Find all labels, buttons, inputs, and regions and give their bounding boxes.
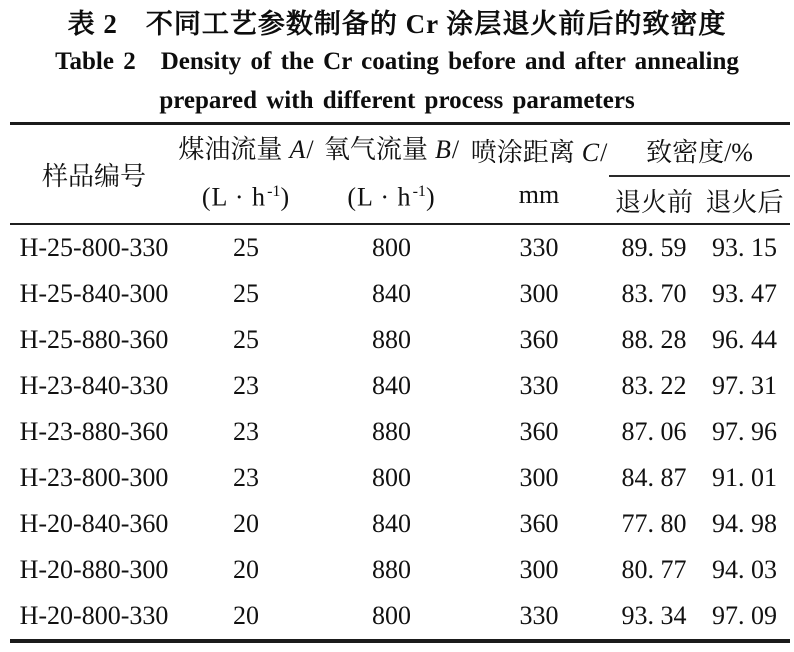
cell-distance: 360 <box>519 325 559 354</box>
table-row <box>10 271 790 317</box>
cell-oxygen: 880 <box>372 325 411 354</box>
cell-density-before: 83. 22 <box>621 371 687 400</box>
slash: / <box>451 135 460 165</box>
cell-density-before: 80. 77 <box>621 555 687 584</box>
cell-distance: 360 <box>519 417 559 446</box>
table-caption-en-line2: prepared with different process parameters <box>159 87 635 114</box>
cell-sample-id: H-20-800-330 <box>19 601 169 630</box>
cell-kerosene: 23 <box>233 371 259 400</box>
header-kerosene-flow <box>178 124 314 225</box>
cell-oxygen: 840 <box>372 371 411 400</box>
table-row <box>10 593 790 641</box>
cell-density-before: 87. 06 <box>621 417 687 446</box>
header-before-annealing: 退火前 <box>614 187 693 217</box>
cell-density-after: 94. 98 <box>712 509 777 538</box>
table-row <box>10 363 790 409</box>
header-spray-distance <box>469 124 609 225</box>
cell-density-after: 91. 01 <box>712 463 777 492</box>
cell-density-after: 94. 03 <box>712 555 777 584</box>
cell-kerosene: 25 <box>233 325 259 354</box>
cell-distance: 300 <box>519 463 559 492</box>
table-row <box>10 317 790 363</box>
header-kerosene-flow-line1 <box>178 129 314 171</box>
cell-kerosene: 20 <box>233 555 259 584</box>
cell-sample-id: H-23-880-360 <box>19 417 169 446</box>
cell-sample-id: H-20-880-300 <box>19 555 169 584</box>
table-caption-zh: 表 2 不同工艺参数制备的 Cr 涂层退火前后的致密度 <box>67 9 727 39</box>
cell-oxygen: 800 <box>372 463 411 492</box>
header-distance-name: 喷涂距离 <box>470 138 575 167</box>
cell-density-after: 93. 15 <box>699 224 790 271</box>
unit-sup: -1 <box>412 183 426 201</box>
cell-kerosene: 20 <box>233 509 259 538</box>
cell-sample-id: H-25-840-300 <box>19 279 169 308</box>
header-spray-distance-unit: mm <box>518 180 560 209</box>
cell-kerosene: 25 <box>178 224 314 271</box>
cell-density-before: 89. 59 <box>609 224 699 271</box>
density-table <box>10 122 790 643</box>
header-oxygen-name: 氧气流量 <box>323 135 428 165</box>
cell-density-after: 93. 47 <box>712 279 777 308</box>
table-row <box>10 455 790 501</box>
cell-density-before: 88. 28 <box>621 325 687 354</box>
table-row <box>10 501 790 547</box>
header-oxygen-unit <box>314 171 469 219</box>
header-density-group: 致密度/% <box>609 124 790 177</box>
table-row <box>10 547 790 593</box>
unit-pre: (L · h <box>201 182 267 212</box>
cell-distance: 330 <box>519 371 559 400</box>
header-spray-distance-line1 <box>469 132 609 174</box>
cell-oxygen: 800 <box>314 224 469 271</box>
table-row <box>10 224 790 271</box>
header-sample-id: 样品编号 <box>41 161 146 191</box>
cell-distance: 330 <box>519 601 559 630</box>
header-oxygen-flow <box>314 124 469 225</box>
cell-oxygen: 880 <box>372 417 411 446</box>
header-kerosene-unit <box>178 171 314 219</box>
cell-oxygen: 800 <box>372 601 411 630</box>
cell-density-after: 97. 09 <box>712 601 777 630</box>
unit-sup: -1 <box>267 183 281 201</box>
variable-symbol-C: C <box>581 138 600 167</box>
slash: / <box>600 138 608 167</box>
paper-table-figure <box>0 6 794 652</box>
cell-density-before: 77. 80 <box>621 509 687 538</box>
variable-symbol-A: A <box>289 135 306 165</box>
cell-sample-id: H-23-840-330 <box>19 371 169 400</box>
cell-density-before: 83. 70 <box>621 279 687 308</box>
cell-sample-id: H-23-800-300 <box>19 463 169 492</box>
header-oxygen-flow-line1 <box>314 129 469 171</box>
cell-density-after: 96. 44 <box>712 325 777 354</box>
cell-oxygen: 840 <box>372 509 411 538</box>
table-row <box>10 409 790 455</box>
cell-kerosene: 23 <box>233 417 259 446</box>
cell-density-after: 97. 96 <box>712 417 777 446</box>
header-after-annealing: 退火后 <box>705 187 784 217</box>
cell-distance: 300 <box>519 555 559 584</box>
cell-kerosene: 25 <box>233 279 259 308</box>
variable-symbol-B: B <box>434 135 451 165</box>
cell-oxygen: 840 <box>372 279 411 308</box>
cell-density-after: 97. 31 <box>712 371 777 400</box>
cell-density-before: 84. 87 <box>621 463 687 492</box>
header-kerosene-name: 煤油流量 <box>178 135 283 165</box>
unit-post: ) <box>280 182 291 212</box>
cell-oxygen: 880 <box>372 555 411 584</box>
unit-post: ) <box>425 182 436 212</box>
cell-kerosene: 20 <box>233 601 259 630</box>
cell-sample-id: H-25-800-330 <box>10 224 178 271</box>
cell-sample-id: H-20-840-360 <box>19 509 169 538</box>
cell-kerosene: 23 <box>233 463 259 492</box>
cell-distance: 330 <box>469 224 609 271</box>
cell-density-before: 93. 34 <box>621 601 687 630</box>
cell-sample-id: H-25-880-360 <box>19 325 169 354</box>
cell-distance: 300 <box>519 279 559 308</box>
cell-distance: 360 <box>519 509 559 538</box>
unit-pre: (L · h <box>347 182 412 212</box>
slash: / <box>306 135 314 165</box>
table-caption-en-line1: Table 2 Density of the Cr coating before and after annealing <box>55 48 739 75</box>
